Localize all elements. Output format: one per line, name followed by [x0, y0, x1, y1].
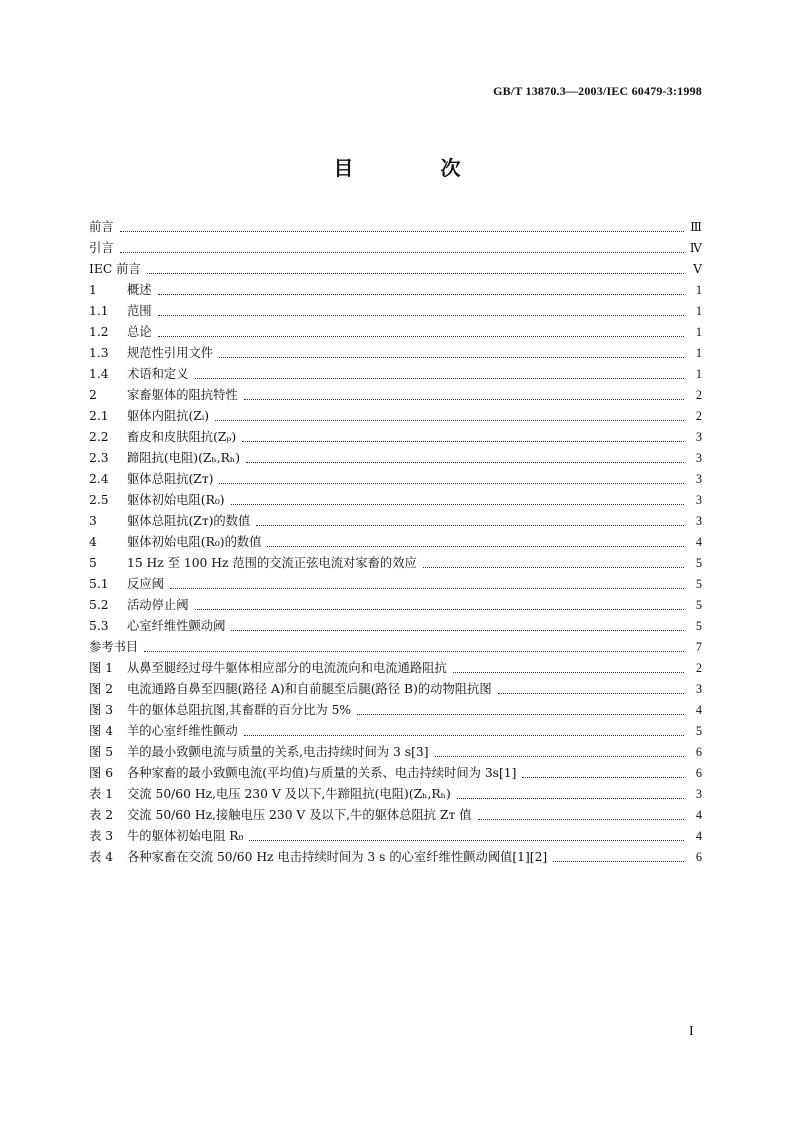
toc-entry-label: 参考书目	[89, 640, 139, 654]
toc-entry-title	[89, 532, 261, 553]
dot-leader	[170, 587, 684, 589]
page-title: 目 次	[333, 156, 501, 180]
toc-entry-page: 1	[695, 367, 702, 381]
toc-entry-title	[89, 637, 138, 658]
page-number: I	[689, 1024, 694, 1039]
toc-entry[interactable]	[89, 469, 702, 490]
toc-entry-number: 1.1	[89, 304, 109, 318]
toc-entry-number: 1.3	[89, 346, 109, 360]
toc-entry-label: 各种家畜在交流 50/60 Hz 电击持续时间为 3 s 的心室纤维性颤动阈值[1][2]	[127, 850, 548, 864]
toc-entry-title	[89, 574, 164, 595]
dot-leader	[357, 713, 684, 715]
toc-entry-label: 范围	[127, 304, 152, 318]
toc-entry-page: 6	[695, 766, 702, 780]
toc-entry-number: 2.4	[89, 472, 109, 486]
dot-leader	[158, 314, 684, 316]
toc-entry-label: 牛的躯体初始电阻 R₀	[127, 829, 244, 843]
toc-entry-title	[89, 616, 225, 637]
toc-entry-title	[89, 679, 492, 700]
toc-entry-page: Ⅴ	[693, 262, 702, 276]
toc-entry-title	[89, 658, 447, 679]
dot-leader	[267, 545, 684, 547]
toc-entry-number: 5.3	[89, 619, 109, 633]
toc-entry-page: 2	[695, 409, 702, 423]
dot-leader	[244, 734, 684, 736]
toc-entry[interactable]	[89, 532, 702, 553]
toc-entry[interactable]	[89, 742, 702, 763]
toc-entry-page: 7	[695, 640, 702, 654]
toc-entry-page: 3	[695, 472, 702, 486]
toc-entry-number: 1.4	[89, 367, 109, 381]
standard-header: GB/T 13870.3—2003/IEC 60479-3:1998	[493, 84, 702, 98]
toc-entry-page: 1	[695, 346, 702, 360]
toc-entry[interactable]	[89, 658, 702, 679]
toc-entry[interactable]	[89, 679, 702, 700]
dot-leader	[219, 482, 684, 484]
toc-entry-label: 牛的躯体总阻抗图,其畜群的百分比为 5%	[127, 703, 352, 717]
toc-entry-title	[89, 742, 429, 763]
toc-entry-label: 躯体内阻抗(Zᵢ)	[127, 409, 210, 423]
toc-entry-title	[89, 784, 451, 805]
toc-entry-title	[89, 280, 152, 301]
toc-entry-label: 总论	[127, 325, 152, 339]
toc-entry[interactable]	[89, 637, 702, 658]
toc-entry-number: 表 3	[89, 829, 114, 843]
toc-entry-title	[89, 448, 240, 469]
toc-entry[interactable]	[89, 238, 702, 259]
dot-leader	[120, 230, 684, 232]
toc-entry-page: Ⅳ	[689, 241, 702, 255]
toc-entry-number: 5.2	[89, 598, 109, 612]
toc-entry-label: 心室纤维性颤动阈	[127, 619, 226, 633]
toc-entry-label: 引言	[89, 241, 114, 255]
toc-entry-number: 图 4	[89, 724, 114, 738]
toc-entry[interactable]	[89, 700, 702, 721]
dot-leader	[522, 776, 684, 778]
toc-entry-label: 蹄阻抗(电阻)(Zₕ,Rₕ)	[127, 451, 241, 465]
toc-entry[interactable]	[89, 406, 702, 427]
toc-entry-number: 表 4	[89, 850, 114, 864]
toc-entry[interactable]	[89, 805, 702, 826]
toc-entry-label: 概述	[127, 283, 152, 297]
toc-entry-label: 前言	[89, 220, 114, 234]
dot-leader	[120, 251, 684, 253]
toc-entry[interactable]	[89, 385, 702, 406]
toc-entry-title	[89, 595, 189, 616]
dot-leader	[231, 629, 684, 631]
toc-entry-page: 2	[695, 661, 702, 675]
toc-entry[interactable]	[89, 574, 702, 595]
toc-entry-label: 羊的心室纤维性颤动	[127, 724, 238, 738]
toc-entry-label: 躯体总阻抗(Zᴛ)	[127, 472, 214, 486]
toc-entry[interactable]	[89, 217, 702, 238]
toc-entry-number: 2.3	[89, 451, 109, 465]
toc-entry[interactable]	[89, 427, 702, 448]
toc-entry-page: 4	[695, 535, 702, 549]
toc-entry-label: 各种家畜的最小致颤电流(平均值)与质量的关系、电击持续时间为 3s[1]	[127, 766, 517, 780]
toc-entry[interactable]	[89, 490, 702, 511]
toc-entry-page: 3	[695, 787, 702, 801]
toc-entry-number: 2.5	[89, 493, 109, 507]
toc-entry-page: 4	[695, 808, 702, 822]
toc-entry[interactable]	[89, 616, 702, 637]
toc-entry-page: 6	[695, 745, 702, 759]
dot-leader	[553, 860, 684, 862]
dot-leader	[231, 503, 684, 505]
toc-entry[interactable]	[89, 784, 702, 805]
toc-entry-page: 1	[695, 283, 702, 297]
toc-entry[interactable]	[89, 280, 702, 301]
dot-leader	[256, 524, 684, 526]
dot-leader	[453, 671, 684, 673]
toc-entry-number: 4	[89, 535, 97, 549]
toc-entry[interactable]	[89, 763, 702, 784]
toc-entry-title	[89, 805, 472, 826]
toc-entry-title	[89, 553, 417, 574]
dot-leader	[195, 608, 685, 610]
toc-entry[interactable]	[89, 259, 702, 280]
dot-leader	[457, 797, 684, 799]
dot-leader	[158, 293, 684, 295]
dot-leader	[215, 419, 684, 421]
toc-entry-page: 1	[695, 304, 702, 318]
toc-entry-label: 活动停止阈	[127, 598, 189, 612]
toc-entry-number: 2	[89, 388, 97, 402]
toc-entry[interactable]	[89, 511, 702, 532]
toc-entry-title	[89, 490, 225, 511]
toc-entry-label: 规范性引用文件	[127, 346, 214, 360]
toc-entry-title	[89, 406, 209, 427]
toc-entry[interactable]	[89, 595, 702, 616]
toc-entry-title	[89, 364, 189, 385]
dot-leader	[158, 335, 684, 337]
dot-leader	[435, 755, 684, 757]
toc-entry-label: 电流通路自鼻至四腿(路径 A)和自前腿至后腿(路径 B)的动物阻抗图	[127, 682, 492, 696]
toc-entry-page: 3	[695, 682, 702, 696]
dot-leader	[144, 650, 684, 652]
toc-entry-title	[89, 259, 141, 280]
toc-entry-page: 5	[695, 724, 702, 738]
dot-leader	[244, 398, 684, 400]
toc-entry-label: 躯体总阻抗(Zᴛ)的数值	[127, 514, 251, 528]
toc-entry-page: 2	[695, 388, 702, 402]
toc-entry-number: 2.2	[89, 430, 109, 444]
toc-entry-title	[89, 343, 213, 364]
toc-entry-title	[89, 301, 152, 322]
toc-entry-number: 图 1	[89, 661, 114, 675]
dot-leader	[195, 377, 685, 379]
toc-entry-number: 图 2	[89, 682, 114, 696]
toc-entry-number: 表 2	[89, 808, 114, 822]
toc-entry-number: 表 1	[89, 787, 114, 801]
toc-entry-number: 2.1	[89, 409, 109, 423]
toc-entry-page: 3	[695, 451, 702, 465]
toc-entry-label: 从鼻至腿经过母牛躯体相应部分的电流流向和电流通路阻抗	[127, 661, 447, 675]
toc-entry-title	[89, 511, 250, 532]
toc-entry-title	[89, 238, 114, 259]
toc-entry-page: 6	[695, 850, 702, 864]
table-of-contents	[89, 217, 702, 868]
toc-entry[interactable]	[89, 721, 702, 742]
toc-entry-title	[89, 847, 547, 868]
toc-entry-label: IEC 前言	[89, 262, 141, 276]
toc-entry-page: 3	[695, 430, 702, 444]
toc-entry[interactable]	[89, 826, 702, 847]
toc-entry-page: Ⅲ	[690, 220, 702, 234]
dot-leader	[423, 566, 684, 568]
toc-entry-number: 1	[89, 283, 97, 297]
toc-entry-title	[89, 700, 351, 721]
toc-entry[interactable]	[89, 301, 702, 322]
toc-entry-page: 1	[695, 325, 702, 339]
toc-entry-title	[89, 763, 516, 784]
toc-entry-number: 5.1	[89, 577, 109, 591]
toc-entry-page: 3	[695, 514, 702, 528]
toc-entry[interactable]	[89, 322, 702, 343]
toc-entry-page: 5	[695, 577, 702, 591]
dot-leader	[478, 818, 684, 820]
toc-entry-number: 图 3	[89, 703, 114, 717]
toc-entry-label: 术语和定义	[127, 367, 189, 381]
toc-entry-page: 5	[695, 598, 702, 612]
toc-entry[interactable]	[89, 364, 702, 385]
toc-entry-title	[89, 469, 213, 490]
toc-entry-label: 躯体初始电阻(R₀)	[127, 493, 225, 507]
toc-entry-page: 4	[695, 703, 702, 717]
toc-entry-label: 15 Hz 至 100 Hz 范围的交流正弦电流对家畜的效应	[127, 556, 417, 570]
dot-leader	[249, 839, 684, 841]
toc-entry[interactable]	[89, 448, 702, 469]
toc-entry-label: 家畜躯体的阻抗特性	[127, 388, 238, 402]
toc-entry-number: 图 5	[89, 745, 114, 759]
dot-leader	[147, 272, 684, 274]
dot-leader	[219, 356, 684, 358]
toc-entry[interactable]	[89, 343, 702, 364]
toc-entry-page: 3	[695, 493, 702, 507]
toc-entry-title	[89, 826, 243, 847]
toc-entry-page: 4	[695, 829, 702, 843]
toc-entry-title	[89, 721, 238, 742]
dot-leader	[242, 440, 684, 442]
toc-entry-page: 5	[695, 556, 702, 570]
toc-entry-number: 图 6	[89, 766, 114, 780]
toc-entry-label: 躯体初始电阻(R₀)的数值	[127, 535, 262, 549]
toc-entry-page: 5	[695, 619, 702, 633]
toc-entry-number: 1.2	[89, 325, 109, 339]
toc-entry[interactable]	[89, 847, 702, 868]
toc-entry-label: 畜皮和皮肤阻抗(Zₚ)	[127, 430, 237, 444]
toc-entry-label: 交流 50/60 Hz,电压 230 V 及以下,牛蹄阻抗(电阻)(Zₕ,Rₕ)	[127, 787, 451, 801]
toc-entry-title	[89, 217, 114, 238]
dot-leader	[246, 461, 684, 463]
toc-entry-title	[89, 322, 152, 343]
dot-leader	[498, 692, 684, 694]
toc-entry[interactable]	[89, 553, 702, 574]
toc-entry-title	[89, 385, 238, 406]
toc-entry-label: 交流 50/60 Hz,接触电压 230 V 及以下,牛的躯体总阻抗 Zᴛ 值	[127, 808, 472, 822]
toc-entry-number: 3	[89, 514, 97, 528]
toc-entry-number: 5	[89, 556, 97, 570]
toc-entry-label: 羊的最小致颤电流与质量的关系,电击持续时间为 3 s[3]	[127, 745, 429, 759]
toc-entry-label: 反应阈	[127, 577, 164, 591]
toc-entry-title	[89, 427, 236, 448]
